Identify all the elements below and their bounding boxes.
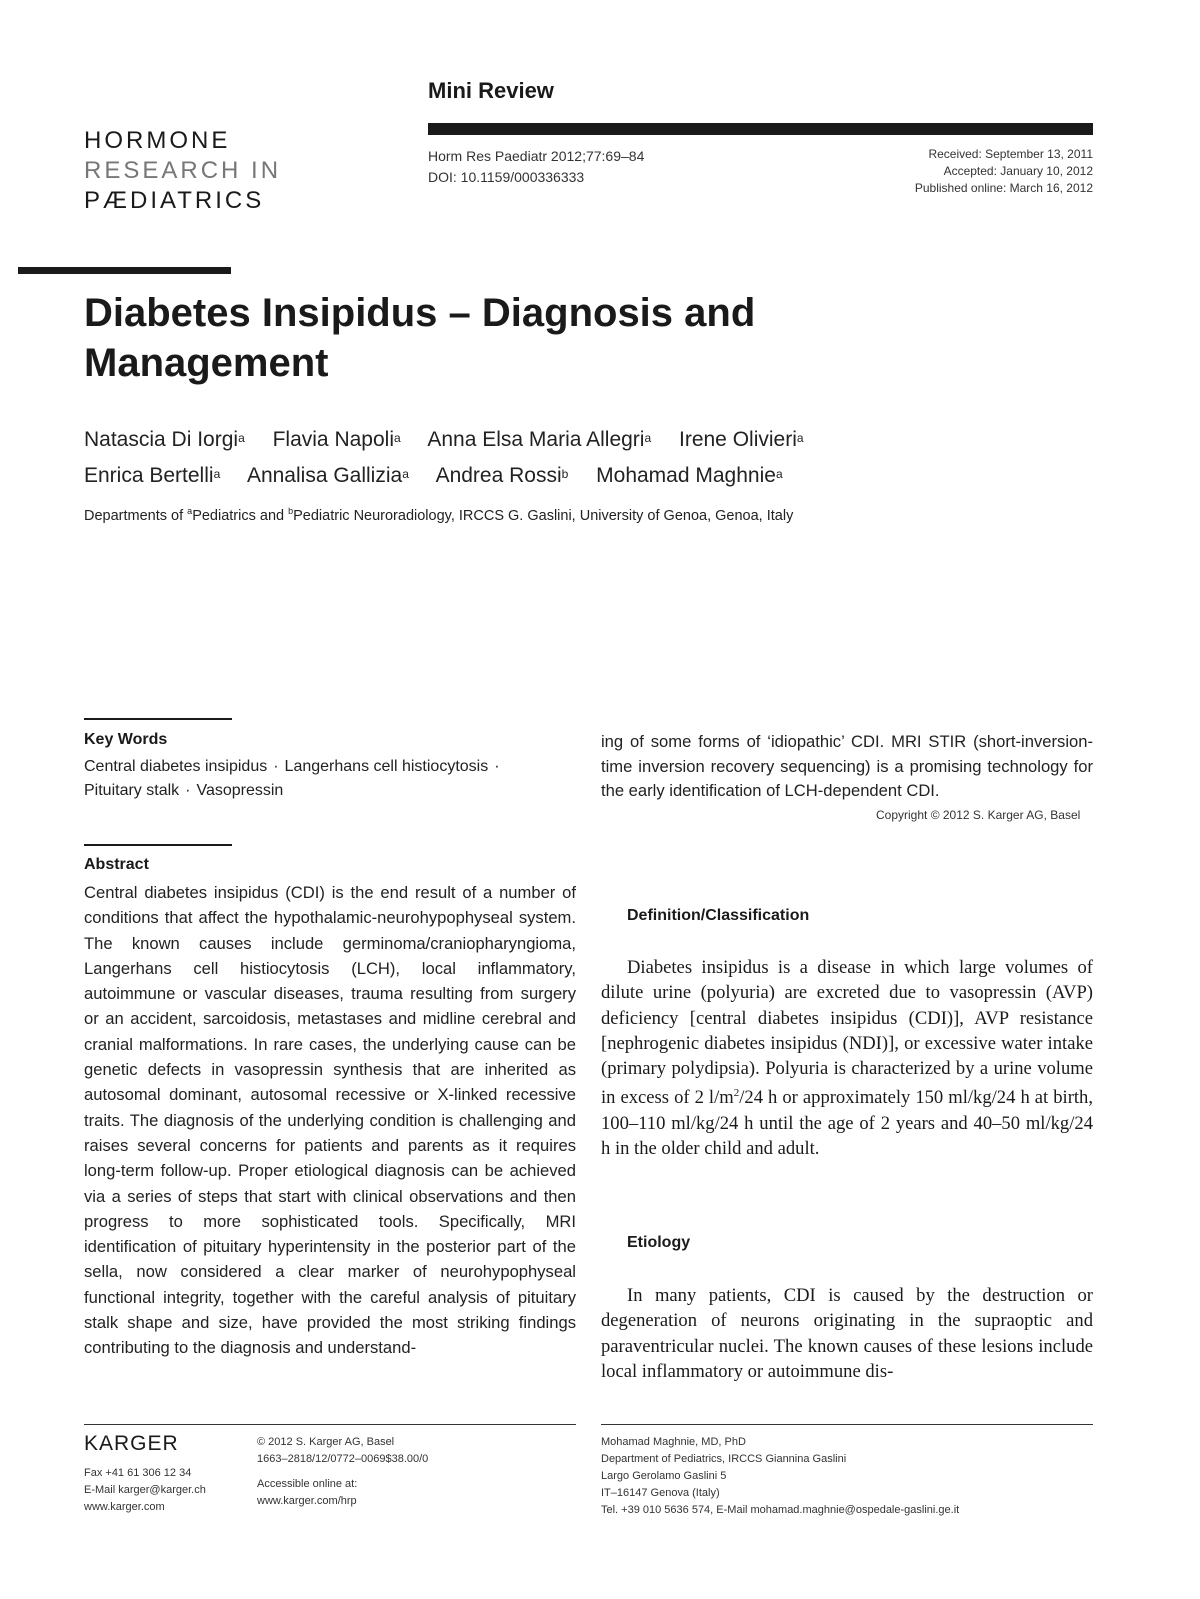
footer-rule-right	[601, 1424, 1093, 1425]
correspondence-line: IT–16147 Genova (Italy)	[601, 1487, 720, 1499]
author[interactable]: Natascia Di Iorgi$^a$	[84, 428, 245, 451]
correspondence-line: Department of Pediatrics, IRCCS Giannina Gaslini	[601, 1453, 847, 1465]
author-line2	[84, 458, 1094, 494]
journal-name-line1: HORMONE	[84, 127, 231, 154]
keyword[interactable]: Central diabetes insipidus	[84, 758, 268, 775]
section-body-etiology: In many patients, CDI is caused by the destruction or degeneration of neurons originating in the supraoptic and paraventricular nuclei. The known causes of these lesions include local inflammatory or autoimmune dis-	[601, 1285, 1093, 1382]
article-title	[84, 288, 984, 388]
author-list	[84, 422, 1094, 494]
publication-info	[257, 1434, 428, 1510]
author[interactable]: Andrea Rossi$^b$	[435, 464, 569, 487]
correspondence-line: Largo Gerolamo Gaslini 5	[601, 1470, 727, 1482]
abstract-continuation: ing of some forms of ‘idiopathic’ CDI. MRI STIR (short-inversion-time inversion recovery sequencing) is a promising technology for the early identification of LCH-dependent CDI.	[601, 732, 1093, 800]
keywords-list: Central diabetes insipidus · Langerhans cell histiocytosis · Pituitary stalk · Vasopressin	[84, 758, 500, 799]
author[interactable]: Irene Olivieri$^a$	[679, 428, 804, 451]
footer-copyright: © 2012 S. Karger AG, Basel	[257, 1436, 395, 1448]
footer-issn: 1663–2818/12/0772–0069$38.00/0	[257, 1453, 429, 1465]
author-line1	[84, 422, 1094, 458]
title-line2: Management	[84, 341, 329, 385]
correspondence-line: Mohamad Maghnie, MD, PhD	[601, 1436, 746, 1448]
correspondence-line[interactable]: Tel. +39 010 5636 574, E-Mail mohamad.maghnie@ospedale-gaslini.ge.it	[601, 1504, 960, 1516]
author[interactable]: Annalisa Gallizia$^a$	[246, 464, 409, 487]
publisher-contact	[84, 1465, 206, 1516]
date-accepted: Accepted: January 10, 2012	[943, 164, 1093, 178]
title-rule	[18, 267, 231, 274]
author[interactable]: Enrica Bertelli$^a$	[84, 464, 221, 487]
date-received: Received: September 13, 2011	[928, 147, 1093, 161]
section-heading-etiology: Etiology	[627, 1234, 691, 1251]
publisher-logo: KARGER	[84, 1432, 179, 1455]
section-body-definition: Diabetes insipidus is a disease in which large volumes of dilute urine (polyuria) are excreted due to vasopressin (AVP) deficiency [central diabetes insipidus (CDI)], AVP resistance [nephrogenic diabetes insipidus (NDI)], or excessive water intake (primary polydipsia). Polyuria is characterized by a urine volume in excess of 2 $l/m^2/24$ h or approximately 150 ml/kg/24 h at birth, 100–110 ml/kg/24 h until the age of 2 years and 40–50 ml/kg/24 h in the older child and adult.	[601, 957, 1093, 1160]
citation	[428, 146, 644, 188]
citation-reference: Horm Res Paediatr 2012;77:69–84	[428, 148, 645, 164]
author[interactable]: Flavia Napoli$^a$	[272, 428, 401, 451]
date-published: Published online: March 16, 2012	[914, 181, 1093, 195]
keyword[interactable]: Pituitary stalk	[84, 782, 180, 799]
abstract-rule	[84, 844, 232, 846]
accessible-url[interactable]: www.karger.com/hrp	[257, 1495, 357, 1507]
journal-name-line2: RESEARCH IN	[84, 157, 282, 184]
keywords-rule	[84, 718, 232, 720]
journal-name-line3: PÆDIATRICS	[84, 187, 265, 214]
footer-rule-left	[84, 1424, 576, 1425]
article-type: Mini Review	[428, 78, 554, 103]
header-rule	[428, 123, 1093, 135]
journal-logo	[84, 126, 281, 216]
author[interactable]: Anna Elsa Maria Allegri$^a$	[427, 428, 652, 451]
publisher-email[interactable]: E-Mail karger@karger.ch	[84, 1484, 206, 1496]
abstract-copyright: Copyright © 2012 S. Karger AG, Basel	[876, 808, 1081, 822]
title-line1: Diabetes Insipidus – Diagnosis and	[84, 291, 756, 335]
article-dates	[915, 146, 1093, 197]
affiliation: Departments of $^a$Pediatrics and $^b$Pediatric Neuroradiology, IRCCS G. Gaslini, University of Genoa, Genoa, Italy	[84, 506, 794, 524]
keywords-heading: Key Words	[84, 731, 168, 748]
publisher-fax: Fax +41 61 306 12 34	[84, 1467, 192, 1479]
correspondence-address	[601, 1434, 959, 1519]
author[interactable]: Mohamad Maghnie$^a$	[596, 464, 783, 487]
keyword[interactable]: Langerhans cell histiocytosis	[284, 758, 489, 775]
accessible-label: Accessible online at:	[257, 1478, 358, 1490]
publisher-website[interactable]: www.karger.com	[84, 1501, 165, 1513]
keyword[interactable]: Vasopressin	[196, 782, 284, 799]
section-heading-definition: Definition/Classification	[627, 907, 810, 924]
abstract-heading: Abstract	[84, 856, 149, 873]
citation-doi[interactable]: DOI: 10.1159/000336333	[428, 169, 585, 185]
abstract-text: Central diabetes insipidus (CDI) is the end result of a number of conditions that affect the hypothalamic-neurohypophyseal system. The known causes include germinoma/craniopharyngioma, Langerhans cell histiocytosis (LCH), local inflammatory, autoimmune or vascular diseases, trauma resulting from surgery or an accident, sarcoidosis, metastases and midline cerebral and cranial malformations. In rare cases, the underlying cause can be genetic defects in vasopressin synthesis that are inherited as autosomal dominant, autosomal recessive or X-linked recessive traits. The diagnosis of the underlying condition is challenging and raises several concerns for patients and parents as it requires long-term follow-up. Proper etiological diagnosis can be achieved via a series of steps that start with clinical observations and then progress to more sophisticated tools. Specifically, MRI identification of pituitary hyperintensity in the posterior part of the sella, now considered a clear marker of neurohypophyseal functional integrity, together with the careful analysis of pituitary stalk shape and size, have provided the most striking findings contributing to the diagnosis and understand-	[84, 883, 576, 1358]
